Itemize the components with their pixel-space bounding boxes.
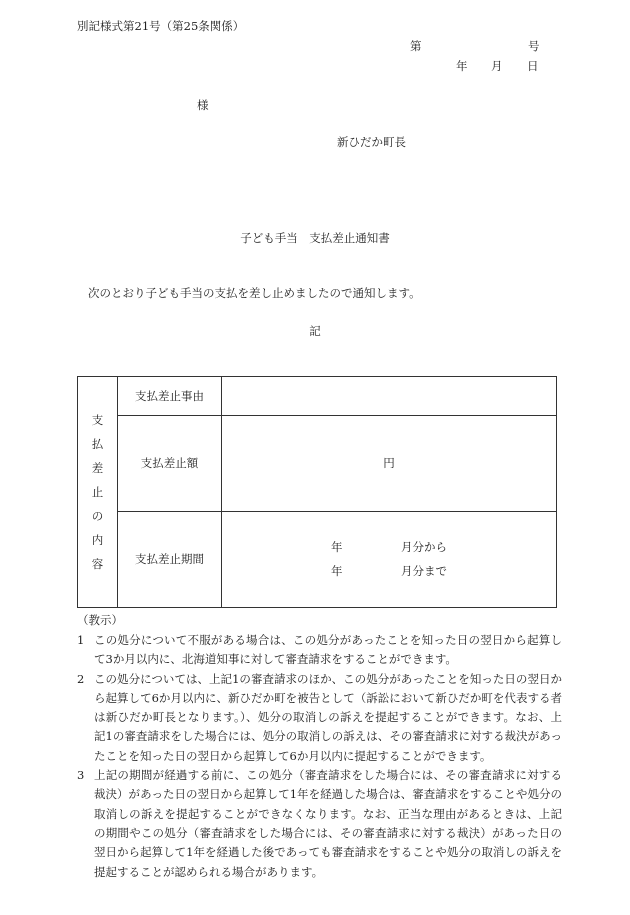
detail-table	[77, 376, 557, 608]
date-day-label: 日	[527, 59, 539, 73]
form-code: 別記様式第21号（第25条関係）	[77, 19, 245, 33]
date-month-label: 月	[491, 59, 503, 73]
doc-number-prefix: 第	[410, 39, 422, 53]
addressee-suffix: 様	[197, 98, 209, 112]
note-item	[77, 766, 562, 882]
vertical-char: 差	[91, 461, 104, 475]
amount-label: 支払差止額	[118, 416, 222, 511]
intro-text: 次のとおり子ども手当の支払を差し止めましたので通知します。	[88, 286, 421, 300]
notes-heading: （教示）	[77, 613, 123, 627]
ki-marker: 記	[309, 324, 321, 338]
period-to-year: 年	[331, 564, 343, 579]
date-year-label: 年	[456, 59, 468, 73]
note-number: 2	[77, 671, 85, 686]
vertical-char: 止	[91, 485, 104, 499]
table-row	[78, 377, 557, 416]
note-text: この処分については、上記1の審査請求のほか、この処分があったことを知った日の翌日から起算して6か月以内に、新ひだか町を被告として（訴訟において新ひだか町を代表する者は新ひだか町長となります。）、処分の取消しの訴えを提起することができます。なお、上記1の審査請求をした場合には、処分の取消しの訴えは、その審査請求に対する裁決があったことを知った日の翌日から起算して6か月以内に提起することができます。	[94, 671, 562, 763]
period-value	[222, 511, 557, 607]
document-title: 子ども手当 支払差止通知書	[240, 231, 390, 245]
period-to-month: 月分まで	[401, 564, 447, 579]
sender-name: 新ひだか町長	[337, 135, 406, 149]
note-item	[77, 631, 562, 670]
vertical-char: 容	[91, 557, 104, 571]
vertical-char: の	[91, 509, 104, 523]
period-label: 支払差止期間	[118, 511, 222, 607]
doc-number-suffix: 号	[528, 39, 540, 53]
vertical-char: 内	[91, 533, 104, 547]
notes-section	[77, 611, 562, 882]
period-from-year: 年	[331, 540, 343, 555]
note-text: 上記の期間が経過する前に、この処分（審査請求をした場合には、その審査請求に対する裁決）があった日の翌日から起算して1年を経過した場合は、審査請求をすることや処分の取消しの訴えを提起することができなくなります。なお、正当な理由があるときは、上記の期間やこの処分（審査請求をした場合には、その審査請求に対する裁決）があった日の翌日から起算して1年を経過した後であっても審査請求をすることや処分の取消しの訴えを提起することが認められる場合があります。	[94, 768, 562, 879]
vertical-label	[78, 377, 118, 608]
vertical-char: 支	[91, 413, 104, 427]
table-row	[78, 511, 557, 607]
amount-value: 円	[222, 416, 557, 511]
note-number: 1	[77, 633, 85, 647]
period-from-month: 月分から	[401, 540, 447, 555]
table-row	[78, 416, 557, 511]
period-to	[222, 559, 556, 583]
note-item	[77, 670, 562, 766]
note-text: この処分について不服がある場合は、この処分があったことを知った日の翌日から起算して3か月以内に、北海道知事に対して審査請求をすることができます。	[94, 633, 562, 667]
note-number: 3	[77, 768, 85, 783]
reason-value	[222, 377, 557, 416]
reason-label: 支払差止事由	[118, 377, 222, 416]
period-from	[222, 535, 556, 559]
vertical-char: 払	[91, 437, 104, 451]
